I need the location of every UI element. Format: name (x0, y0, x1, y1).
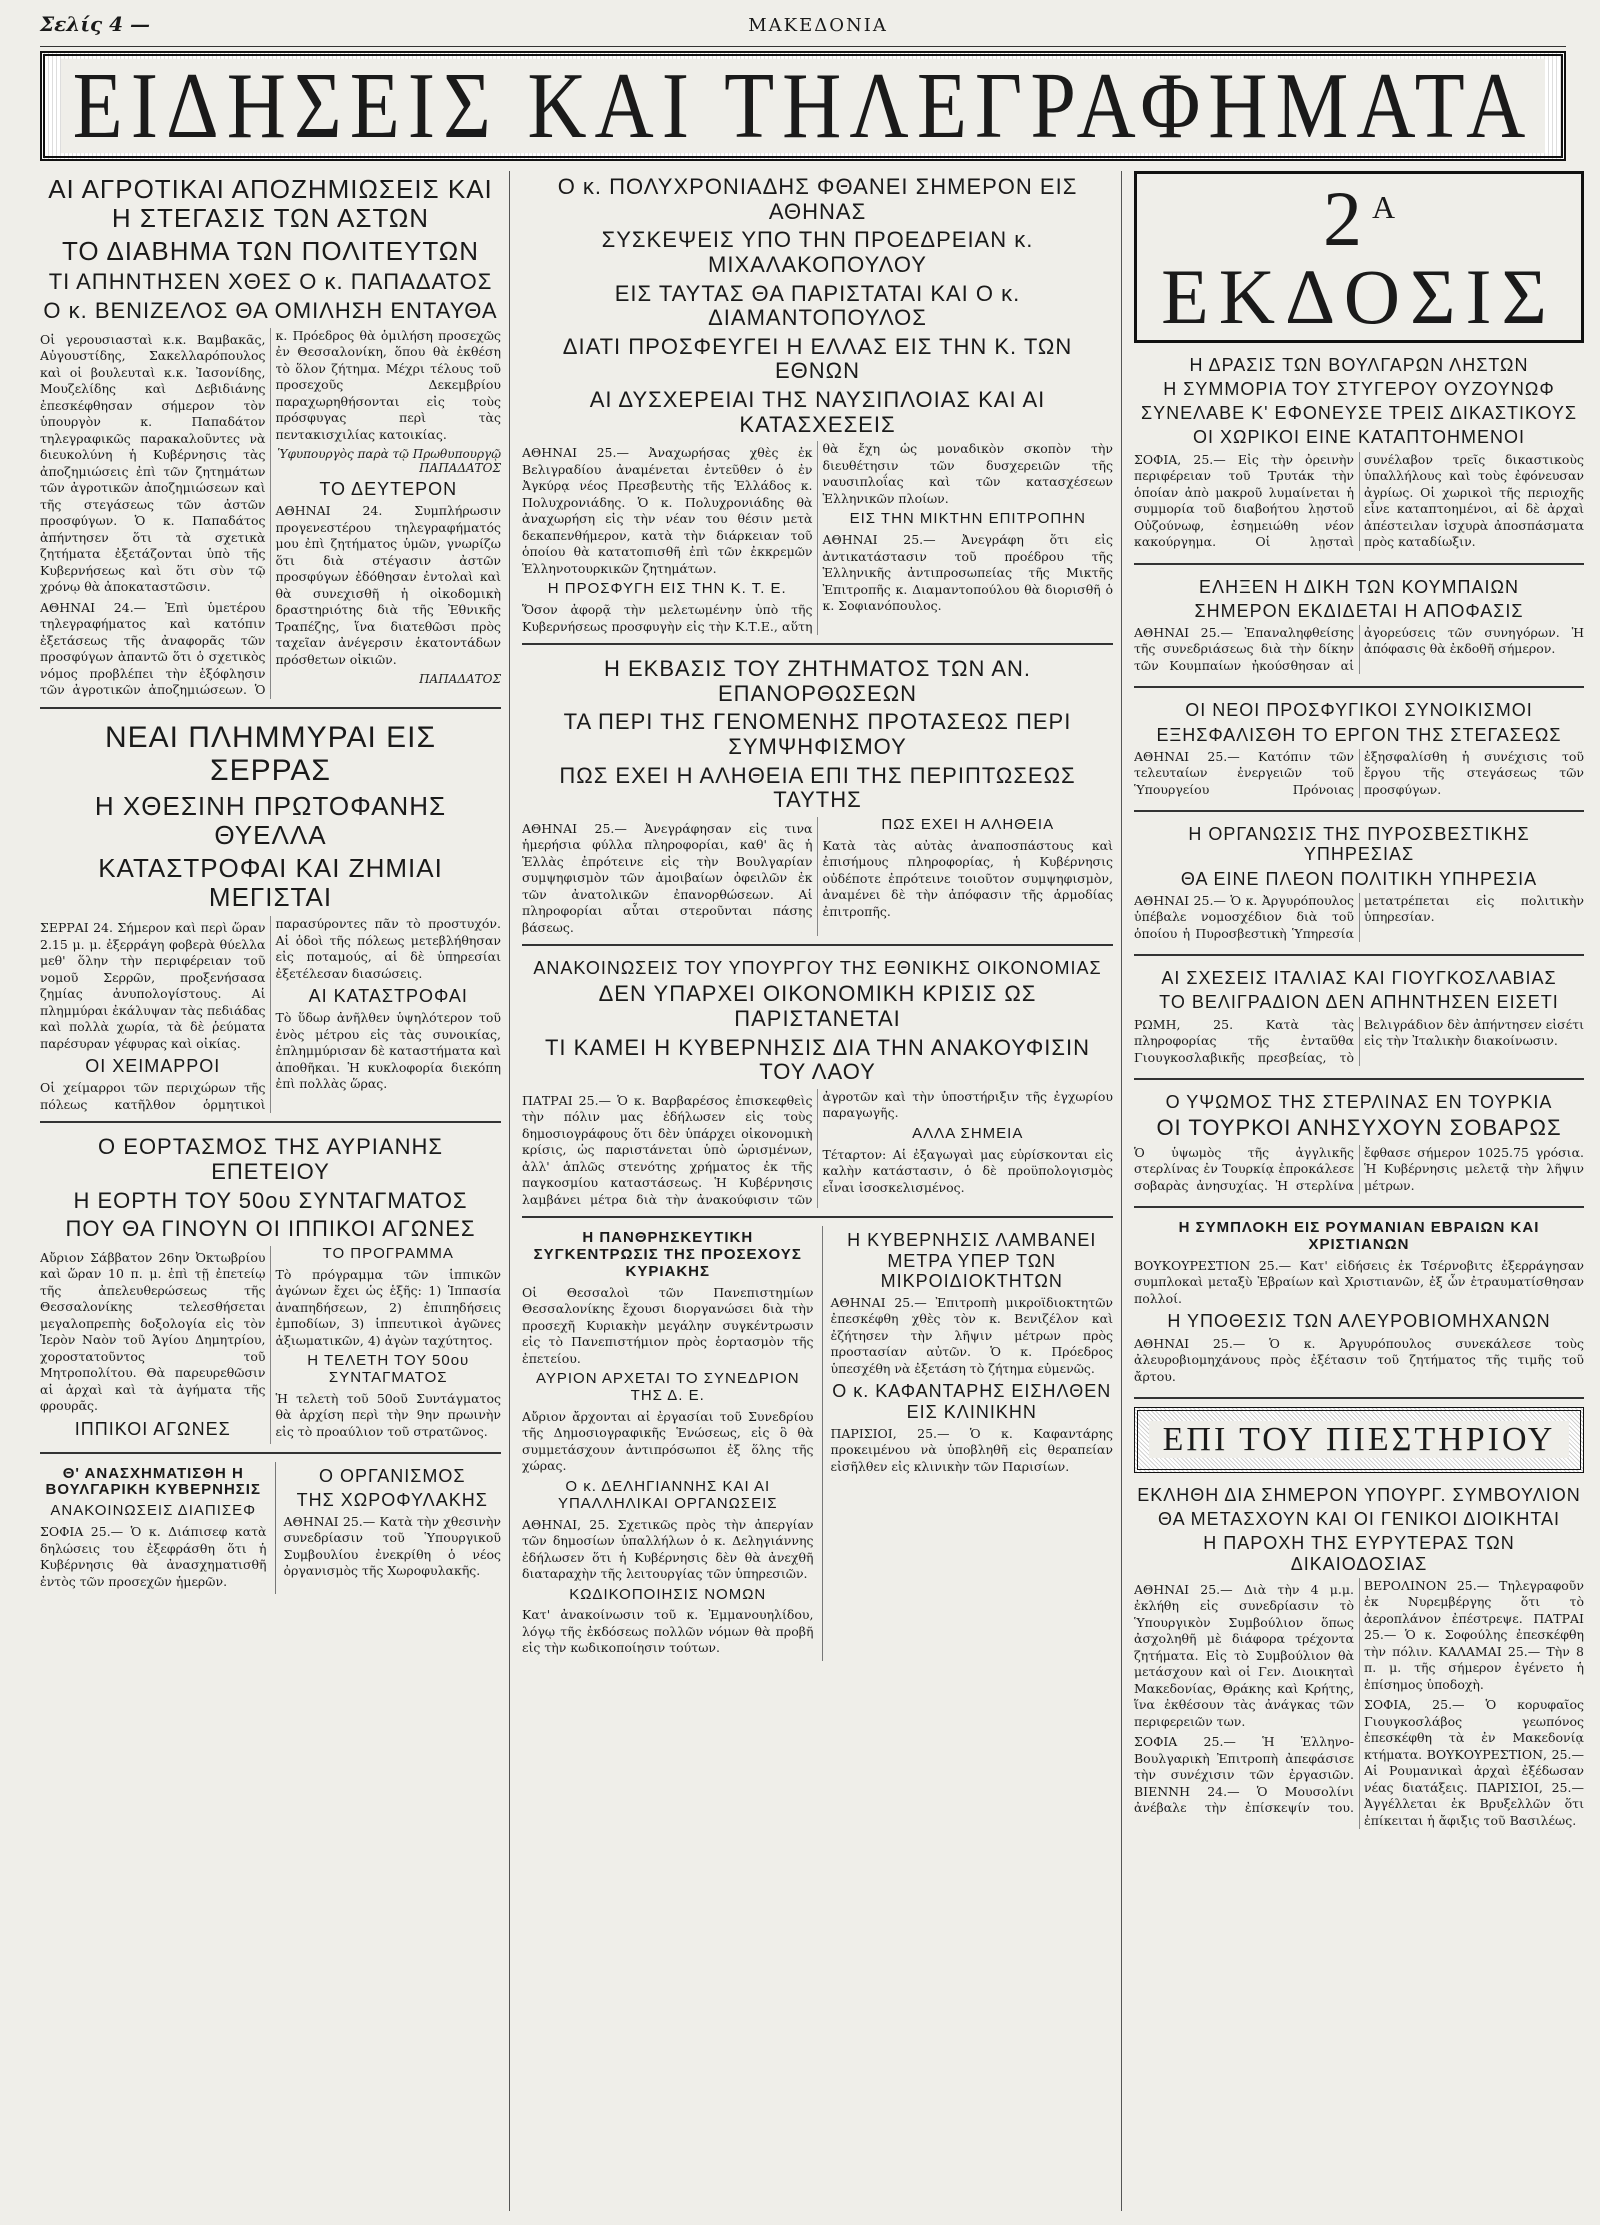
edition-word: ΕΚΔΟΣΙΣ (1161, 253, 1557, 340)
headline: Θ' ΑΝΑΣΧΗΜΑΤΙΣΘΗ Η ΒΟΥΛΓΑΡΙΚΗ ΚΥΒΕΡΝΗΣΙΣ (45, 1464, 261, 1499)
article-text: ΣΟΦΙΑ 25.— Ἡ Ἑλληνο-Βουλγαρικὴ Ἐπιτροπὴ ἀπεφάσισε τὴν συνέχισιν τῶν ἐργασιῶν. ΒΙΕΝΝΗ 24.— Ὁ Μουσολίνι ἀνέβαλε τὴν ἐπίσκεψίν του. ΒΕΡΟΛΙΝΟΝ 25.— Τηλεγραφοῦν ἐκ Νυρεμβέργης ὅτι τὸ ἀεροπλάνον ἐπέστρεψε. ΠΑΤΡΑΙ 25.— Ὁ κ. Σοφούλης ἐπεσκέφθη τὴν πόλιν. ΚΑΛΑΜΑΙ 25.— Τὴν 8 π. μ. τῆς σήμερον ἐγένετο ἡ ἐπίσημος ὑποδοχὴ. (1134, 1577, 1584, 1816)
article-koumbaioi-trial (1134, 573, 1584, 689)
section-banner (40, 51, 1566, 161)
headline: Η ΔΡΑΣΙΣ ΤΩΝ ΒΟΥΛΓΑΡΩΝ ΛΗΣΤΩΝ (1189, 355, 1529, 375)
subheadline: Η ΧΘΕΣΙΝΗ ΠΡΩΤΟΦΑΝΗΣ ΘΥΕΛΛΑ (94, 790, 447, 850)
article-serres-floods (40, 717, 501, 1124)
article-text: ΑΘΗΝΑΙ 25.— Κατόπιν τῶν τελευταίων ἐνεργειῶν τοῦ Ὑπουργείου Πρόνοιας ἐξησφαλίσθη ἡ συνέχισις τοῦ ἔργου τῆς στεγάσεως τῶν προσφύγων. (1134, 748, 1584, 797)
subheadline: ΟΙ ΤΟΥΡΚΟΙ ΑΝΗΣΥΧΟΥΝ ΣΟΒΑΡΩΣ (1156, 1115, 1562, 1141)
article-refugee-settlements (1134, 696, 1584, 812)
subheadline: ΕΞΗΣΦΑΛΙΣΘΗ ΤΟ ΕΡΓΟΝ ΤΗΣ ΣΤΕΓΑΣΕΩΣ (1156, 724, 1562, 745)
subheadline: Η ΕΟΡΤΗ ΤΟΥ 50ου ΣΥΝΤΑΓΜΑΤΟΣ (73, 1187, 468, 1213)
article-text: Οἱ χείμαρροι τῶν περιχώρων τῆς πόλεως κατῆλθον ὁρμητικοὶ παρασύροντες πᾶν τὸ προστυχόν. Αἱ ὁδοὶ τῆς πόλεως μετεβλήθησαν εἰς ποταμούς, αἱ δὲ ὑπηρεσίαι ἐξετέλεσαν διασώσεις. (40, 916, 501, 1112)
article-text: Τὸ ὕδωρ ἀνῆλθεν ὑψηλότερον τοῦ ἑνὸς μέτρου εἰς τὰς συνοικίας, ἐπλημμύρισαν δὲ καταστήματα καὶ ἀποθῆκαι. Ἡ κυκλοφορία διεκόπη ἐπὶ πολλὰς ὥρας. (275, 1010, 501, 1092)
section-heading: Η ΠΡΟΣΦΥΓΗ ΕΙΣ ΤΗΝ Κ. Τ. Ε. (547, 580, 787, 598)
headline: Η ΣΥΜΠΛΟΚΗ ΕΙΣ ΡΟΥΜΑΝΙΑΝ ΕΒΡΑΙΩΝ ΚΑΙ ΧΡΙΣΤΙΑΝΩΝ (1178, 1219, 1540, 1254)
article-text: ΑΘΗΝΑΙ 25.— Ἀνεγράφη ὅτι εἰς ἀντικατάστασιν τοῦ προέδρου τῆς Ἑλληνικῆς ἀντιπροσωπείας τῆς Μικτῆς Ἐπιτροπῆς κ. Διαμαντοπούλου θὰ διορισθῆ ὁ κ. Σοφιανόπουλος. (822, 532, 1113, 614)
section-heading: Ο κ. ΔΕΛΗΓΙΑΝΝΗΣ ΚΑΙ ΑΙ ΥΠΑΛΛΗΛΙΚΑΙ ΟΡΓΑΝΩΣΕΙΣ (557, 1477, 778, 1512)
article-text: Τὸ πρόγραμμα τῶν ἱππικῶν ἀγώνων ἔχει ὡς ἑξῆς: 1) Ἱππασία ἀναπηδήσεων, 2) ἐπιπηδήσεις ἐμποδίων, 3) ἱππευτικοὶ ἀγῶνες ἀξιωματικῶν, 4) ἀγὼν ταχύτητος. (275, 1266, 501, 1348)
article-text: Ὁ ὑψωμὸς τῆς ἀγγλικῆς στερλίνας ἐν Τουρκίᾳ ἐπροκάλεσε σοβαρὰς ἀνησυχίας. Ἡ στερλίνα ἔφθασε σήμερον 1025.75 γρόσια. Ἡ Κυβέρνησις μελετᾷ τὴν λῆψιν μέτρων. (1134, 1144, 1584, 1193)
article-reparations (522, 653, 1113, 946)
edition-suffix: Α (1371, 189, 1396, 225)
article-text: Αὔριον Σάββατον 26ην Ὀκτωβρίου καὶ ὥραν 10 π. μ. ἐπὶ τῇ ἐπετείῳ τῆς ἀπελευθερώσεως τῆς Θεσσαλονίκης τελεσθήσεται μεγαλοπρεπὴς δοξολογία εἰς τὸν Ἱερὸν Ναὸν τοῦ Ἁγίου Δημητρίου, χοροστατοῦντος τοῦ Μητροπολίτου. Θὰ παρευρεθῶσιν αἱ ἀρχαὶ καὶ τὰ ἀγήματα τῆς φρουρᾶς. (40, 1249, 266, 1414)
subheadline: ΘΑ ΜΕΤΑΣΧΟΥΝ ΚΑΙ ΟΙ ΓΕΝΙΚΟΙ ΔΙΟΙΚΗΤΑΙ (1157, 1509, 1560, 1530)
center-bottom-pair (522, 1226, 1113, 1660)
section-heading: ΙΠΠΙΚΟΙ ΑΓΩΝΕΣ (74, 1418, 231, 1439)
article-anniversary (40, 1131, 501, 1453)
headline: Η ΟΡΓΑΝΩΣΙΣ ΤΗΣ ΠΥΡΟΣΒΕΣΤΙΚΗΣ ΥΠΗΡΕΣΙΑΣ (1188, 824, 1530, 865)
headline: Ο ΟΡΓΑΝΙΣΜΟΣ (318, 1465, 466, 1486)
headline: ΑΙ ΣΧΕΣΕΙΣ ΙΤΑΛΙΑΣ ΚΑΙ ΓΙΟΥΓΚΟΣΛΑΒΙΑΣ (1161, 968, 1557, 989)
subheadline: ΤΟ ΒΕΛΙΓΡΑΔΙΟΝ ΔΕΝ ΑΠΗΝΤΗΣΕΝ ΕΙΣΕΤΙ (1159, 992, 1559, 1013)
headline: ΑΝΑΚΟΙΝΩΣΕΙΣ ΤΟΥ ΥΠΟΥΡΓΟΥ ΤΗΣ ΕΘΝΙΚΗΣ ΟΙΚΟΝΟΜΙΑΣ (533, 958, 1102, 979)
banner-title: ΕΙΔΗΣΕΙΣ ΚΑΙ ΤΗΛΕΓΡΑΦΗΜΑΤΑ (61, 59, 1546, 153)
article-gendarmerie (275, 1462, 502, 1594)
article-text: ΑΘΗΝΑΙ 25.— Ἀναχωρήσας χθὲς ἐκ Βελιγραδίου ἀναμένεται ἐντεῦθεν ὁ ἐν Ἀγκύρᾳ νέος Πρεσβευτὴς τῆς Ἑλλάδος κ. Πολυχρονιάδης. Ὁ κ. Πολυχρονιάδης θὰ ἀναχωρήση εἰς τὴν νέαν του θέσιν μετὰ δεκαπενθήμερον, κατὰ τὴν διάρκειαν τοῦ ὁποίου θὰ κατατοπισθῆ ἐπὶ τῶν ἐκκρεμῶν Ἑλληνοτουρκικῶν ζητημάτων. (522, 445, 813, 576)
article-text: Οἱ Θεσσαλοὶ τῶν Πανεπιστημίων Θεσσαλονίκης ἔχουσι διοργανώσει διὰ τὴν προσεχῆ Κυριακὴν μεγάλην συγκέντρωσιν εἰς τὸ Πανεπιστήμιον πρὸς ἑορτασμὸν τῆς ἐπετείου. (522, 1284, 814, 1366)
article-text: ΑΘΗΝΑΙ 25.— Διὰ τὴν 4 μ.μ. ἐκλήθη εἰς συνεδρίασιν τὸ Ὑπουργικὸν Συμβούλιον ὅπως ἀσχοληθῆ μὲ διάφορα τρέχοντα ζητήματα. Εἰς τὸ Συμβούλιον θὰ μετάσχουν καὶ οἱ Γεν. Διοικηταὶ Μακεδονίας, Θράκης καὶ Κρήτης, ἵνα ἐκθέσουν τὰς ἀνάγκας τῶν περιφερειῶν των. (1134, 1581, 1354, 1729)
subheadline: ΑΙ ΔΥΣΧΕΡΕΙΑΙ ΤΗΣ ΝΑΥΣΙΠΛΟΙΑΣ ΚΑΙ ΑΙ ΚΑΤΑΣΧΕΣΕΙΣ (589, 387, 1046, 437)
article-romania-clash (1134, 1216, 1584, 1399)
article-text: ΒΟΥΚΟΥΡΕΣΤΙΟΝ 25.— Κατ' εἰδήσεις ἐκ Τσέρνοβιτς ἐξερράγησαν συμπλοκαὶ μεταξὺ Ἑβραίων καὶ Χριστιανῶν, ἐξ ὧν ἐτραυματίσθησαν πολλοί. (1134, 1257, 1584, 1306)
subheadline: ΣΗΜΕΡΟΝ ΕΚΔΙΔΕΤΑΙ Η ΑΠΟΦΑΣΙΣ (1194, 600, 1524, 621)
article-text: ΣΟΦΙΑ 25.— Ὁ κ. Διάπισεφ κατὰ δηλώσεις του ἐξεφράσθη ὅτι ἡ Κυβέρνησις θὰ ἀνασχηματισθῆ ἐντὸς τῶν προσεχῶν ἡμερῶν. (40, 1524, 267, 1589)
section-heading: ΟΙ ΧΕΙΜΑΡΡΟΙ (85, 1056, 221, 1077)
section-heading: Ο κ. ΚΑΦΑΝΤΑΡΗΣ ΕΙΣΗΛΘΕΝ ΕΙΣ ΚΛΙΝΙΚΗΝ (832, 1381, 1112, 1422)
article-italy-yugoslavia (1134, 964, 1584, 1080)
article-polychroniades (522, 171, 1113, 645)
column-left (40, 171, 510, 2211)
article-bulgarian-bandits (1134, 351, 1584, 565)
subheadline: ΤΗΣ ΧΩΡΟΦΥΛΑΚΗΣ (296, 1489, 488, 1510)
subheadline: Ο κ. ΒΕΝΙΖΕΛΟΣ ΘΑ ΟΜΙΛΗΣΗ ΕΝΤΑΥΘΑ (43, 297, 498, 323)
page-label: Σελίς 4 — (40, 12, 151, 36)
headline: ΕΛΗΞΕΝ Η ΔΙΚΗ ΤΩΝ ΚΟΥΜΠΑΙΩΝ (1199, 576, 1519, 597)
article-text: ΣΟΦΙΑ, 25.— Εἰς τὴν ὀρεινὴν περιφέρειαν τοῦ Τρυτάκ τὴν ὁποίαν ἀπὸ μακροῦ λυμαίνεται ἡ συμμορία τοῦ διαβοήτου λῃστοῦ Οὐζούνωφ, ἐσημειώθη νέον κακούργημα. Οἱ λῃσταὶ συνέλαβον τρεῖς δικαστικοὺς ὑπαλλήλους καὶ τοὺς ἐφόνευσαν ἀγρίως. Οἱ χωρικοὶ τῆς περιοχῆς εἶνε καταπτοημένοι, αἱ δὲ ἀρχαὶ ἀπέστειλαν ἰσχυρὰ ἀποσπάσματα πρὸς καταδίωξιν. (1134, 451, 1584, 550)
section-heading: ΠΩΣ ΕΧΕΙ Η ΑΛΗΘΕΙΑ (881, 815, 1055, 833)
subheadline: ΤΙ ΚΑΜΕΙ Η ΚΥΒΕΡΝΗΣΙΣ ΔΙΑ ΤΗΝ ΑΝΑΚΟΥΦΙΣΙΝ ΤΟΥ ΛΑΟΥ (544, 1034, 1091, 1085)
section-heading: ΑΥΡΙΟΝ ΑΡΧΕΤΑΙ ΤΟ ΣΥΝΕΔΡΙΟΝ ΤΗΣ Δ. Ε. (535, 1370, 800, 1405)
subheadline: ΟΙ ΧΩΡΙΚΟΙ ΕΙΝΕ ΚΑΤΑΠΤΟΗΜΕΝΟΙ (1193, 427, 1525, 448)
headline: Η ΕΚΒΑΣΙΣ ΤΟΥ ΖΗΤΗΜΑΤΟΣ ΤΩΝ ΑΝ. ΕΠΑΝΟΡΘΩΣΕΩΝ (604, 656, 1031, 706)
subheadline: ΔΙΑΤΙ ΠΡΟΣΦΕΥΓΕΙ Η ΕΛΛΑΣ ΕΙΣ ΤΗΝ Κ. ΤΩΝ ΕΘΝΩΝ (562, 333, 1073, 384)
headline: Ο ΥΨΩΜΟΣ ΤΗΣ ΣΤΕΡΛΙΝΑΣ ΕΝ ΤΟΥΡΚΙΑ (1165, 1092, 1553, 1113)
headline: Η ΠΑΝΘΡΗΣΚΕΥΤΙΚΗ ΣΥΓΚΕΝΤΡΩΣΙΣ ΤΗΣ ΠΡΟΣΕΧΟΥΣ ΚΥΡΙΑΚΗΣ (533, 1229, 802, 1281)
section-heading: ΚΩΔΙΚΟΠΟΙΗΣΙΣ ΝΟΜΩΝ (569, 1585, 767, 1603)
subheadline: ΤΑ ΠΕΡΙ ΤΗΣ ΓΕΝΟΜΕΝΗΣ ΠΡΟΤΑΣΕΩΣ ΠΕΡΙ ΣΥΜΨΗΦΙΣΜΟΥ (563, 709, 1072, 759)
subheadline: ΣΥΝΕΛΑΒΕ Κ' ΕΦΟΝΕΥΣΕ ΤΡΕΙΣ ΔΙΚΑΣΤΙΚΟΥΣ (1140, 403, 1578, 424)
article-text: ΑΘΗΝΑΙ 25.— Ὁ κ. Ἀργυρόπουλος ὑπέβαλε νομοσχέδιον διὰ τοῦ ὁποίου ἡ Πυροσβεστικὴ Ὑπηρεσία μετατρέπεται εἰς πολιτικὴν ὑπηρεσίαν. (1134, 892, 1584, 941)
subheadline: ΠΟΥ ΘΑ ΓΙΝΟΥΝ ΟΙ ΙΠΠΙΚΟΙ ΑΓΩΝΕΣ (65, 1216, 476, 1242)
section-heading: ΑΙ ΚΑΤΑΣΤΡΟΦΑΙ (308, 986, 468, 1007)
article-text: Τέταρτον: Αἱ ἐξαγωγαὶ μας εὑρίσκονται εἰς καλὴν κατάστασιν, ὁ δὲ προϋπολογισμὸς εἶναι ἰσοσκελισμένος. (822, 1146, 1113, 1195)
edition-number: 2 (1322, 175, 1372, 262)
section-heading: ΕΙΣ ΤΗΝ ΜΙΚΤΗΝ ΕΠΙΤΡΟΠΗΝ (849, 510, 1086, 528)
article-text: ΑΘΗΝΑΙ 25.— Ἀνεγράφησαν εἰς τινα ἡμερήσια φύλλα πληροφορίαι, καθ' ἃς ἡ Ἑλλὰς ἐπρότεινε εἰς τὴν Βουλγαρίαν συμψηφισμὸν τῶν ἀμοιβαίων ὀφειλῶν ἐκ τῶν ἀνατολικῶν ἐπανορθώσεων. Αἱ πληροφορίαι αὗται στεροῦνται πάσης βάσεως. (522, 820, 813, 935)
article-agricultural-compensation (40, 171, 501, 709)
subheadline: ΤΙ ΑΠΗΝΤΗΣΕΝ ΧΘΕΣ Ο κ. ΠΑΠΑΔΑΤΟΣ (48, 269, 493, 295)
subheadline: ΤΟ ΔΙΑΒΗΜΑ ΤΩΝ ΠΟΛΙΤΕΥΤΩΝ (62, 236, 479, 267)
section-heading: ΑΛΛΑ ΣΗΜΕΙΑ (912, 1124, 1024, 1142)
article-text: Ἡ τελετὴ τοῦ 50οῦ Συντάγματος θὰ ἀρχίση περὶ τὴν 9ην πρωινὴν εἰς τὸ προαύλιον τοῦ στρατῶνος. (275, 1390, 501, 1439)
subheadline: ΕΙΣ ΤΑΥΤΑΣ ΘΑ ΠΑΡΙΣΤΑΤΑΙ ΚΑΙ Ο κ. ΔΙΑΜΑΝΤΟΠΟΥΛΟΣ (614, 280, 1021, 331)
article-religious-gathering (522, 1226, 814, 1660)
article-text: ΠΑΡΙΣΙΟΙ, 25.— Ὁ κ. Καφαντάρης προκειμένου νὰ ὑποβληθῆ εἰς θεραπείαν εἰσῆλθεν εἰς κλινικὴν τῶν Παρισίων. (830, 1425, 1113, 1474)
article-text: ΣΟΦΙΑ, 25.— Ὁ κορυφαῖος Γιουγκοσλάβος γεωπόνος ἐπεσκέφθη τὰ ἐν Μακεδονίᾳ κτήματα. ΒΟΥΚΟΥΡΕΣΤΙΟΝ, 25.— Αἱ Ρουμανικαὶ ἀρχαὶ ἐξέδωσαν νέας διατάξεις. ΠΑΡΙΣΙΟΙ, 25.— Ἀγγέλλεται ἐκ Βρυξελλῶν ὅτι ἐπίκειται ἡ ἄφιξις τοῦ Βασιλέως. (1364, 1697, 1584, 1828)
subheadline: ΠΩΣ ΕΧΕΙ Η ΑΛΗΘΕΙΑ ΕΠΙ ΤΗΣ ΠΕΡΙΠΤΩΣΕΩΣ ΤΑΥΤΗΣ (559, 762, 1076, 813)
paper-name: ΜΑΚΕΔΟΝΙΑ (748, 15, 888, 36)
article-text: ΑΘΗΝΑΙ 24. Συμπλήρωσιν προγενεστέρου τηλεγραφήματός μου ἐπὶ ζητήματος ὑμῶν, γνωρίζω ὅτι διὰ στέγασιν ἀστῶν προσφύγων ἐδόθησαν ἐντολαὶ καὶ θὰ συνεχισθῆ ἡ οἰκοδομικὴ δραστηριότης διὰ τῆς Ἐθνικῆς Τραπέζης, ἵνα διατεθῶσι πρὸς ταχεῖαν ἀνέγερσιν ἑκατοντάδων πρόσθετων οἰκιῶν. (275, 503, 501, 667)
article-text: Κατὰ τὰς αὐτὰς ἀναποσπάστους καὶ ἐπισήμους πληροφορίας, ἡ Κυβέρνησις οὐδέποτε ἐπρότεινε τοιοῦτον συμψηφισμὸν, ἀναμένει δὲ τὴν ἀπόφασιν τῆς ἁρμοδίας ἐπιτροπῆς. (822, 837, 1113, 919)
article-grid (40, 171, 1584, 2211)
subheadline: ΚΑΤΑΣΤΡΟΦΑΙ ΚΑΙ ΖΗΜΙΑΙ ΜΕΓΙΣΤΑΙ (98, 852, 443, 913)
article-bulgarian-government (40, 1462, 267, 1594)
column-right (1134, 171, 1584, 2211)
headline: Ο κ. ΠΟΛΥΧΡΟΝΙΑΔΗΣ ΦΘΑΝΕΙ ΣΗΜΕΡΟΝ ΕΙΣ ΑΘΗΝΑΣ (557, 174, 1078, 224)
headline: ΕΚΛΗΘΗ ΔΙΑ ΣΗΜΕΡΟΝ ΥΠΟΥΡΓ. ΣΥΜΒΟΥΛΙΟΝ (1137, 1485, 1581, 1506)
article-text: Κατ' ἀνακοίνωσιν τοῦ κ. Ἐμμανουηλίδου, λόγῳ τῆς ἐκδόσεως πολλῶν νόμων θὰ προβῆ εἰς τὴν κωδικοποίησιν τούτων. (522, 1607, 814, 1656)
article-small-owners (822, 1226, 1114, 1660)
column-center (522, 171, 1122, 2211)
section-heading: Η ΤΕΛΕΤΗ ΤΟΥ 50ου ΣΥΝΤΑΓΜΑΤΟΣ (307, 1352, 470, 1386)
headline: ΑΙ ΑΓΡΟΤΙΚΑΙ ΑΠΟΖΗΜΙΩΣΕΙΣ ΚΑΙ Η ΣΤΕΓΑΣΙΣ ΤΩΝ ΑΣΤΩΝ (48, 174, 493, 234)
article-text: ΑΘΗΝΑΙ 25.— Ἐπιτροπὴ μικροϊδιοκτητῶν ἐπεσκέφθη χθὲς τὸν κ. Βενιζέλον καὶ ἐζήτησεν τὴν λῆψιν μέτρων πρὸς προστασίαν αὐτῶν. Ὁ κ. Πρόεδρος ὑπεσχέθη νὰ ἐξετάση τὸ ζήτημα εὐμενῶς. (830, 1294, 1113, 1376)
section-heading: ΤΟ ΔΕΥΤΕΡΟΝ (319, 479, 458, 500)
article-economy-minister (522, 954, 1113, 1218)
article-text: ΑΘΗΝΑΙ, 25. Σχετικῶς πρὸς τὴν ἀπεργίαν τῶν δημοσίων ὑπαλλήλων ὁ κ. Δεληγιάννης ἐδήλωσεν ὅτι ἡ Κυβέρνησις δὲν θὰ ἀνεχθῆ διαταραχὴν τῆς λειτουργίας τῶν ὑπηρεσιῶν. (522, 1516, 814, 1582)
article-text: ΑΘΗΝΑΙ 25.— Ἐπαναληφθείσης τῆς συνεδριάσεως διὰ τὴν δίκην τῶν Κουμπαίων ἠκούσθησαν αἱ ἀγορεύσεις τῶν συνηγόρων. Ἡ ἀπόφασις θὰ ἐκδοθῆ σήμερον. (1134, 624, 1584, 673)
section-heading: ΤΟ ΠΡΟΓΡΑΜΜΑ (322, 1244, 454, 1262)
headline: ΟΙ ΝΕΟΙ ΠΡΟΣΦΥΓΙΚΟΙ ΣΥΝΟΙΚΙΣΜΟΙ (1185, 700, 1533, 721)
headline: Ο ΕΟΡΤΑΣΜΟΣ ΤΗΣ ΑΥΡΙΑΝΗΣ ΕΠΕΤΕΙΟΥ (98, 1134, 443, 1184)
signature: ΠΑΠΑΔΑΤΟΣ (419, 672, 501, 687)
subheadline: Η ΠΑΡΟΧΗ ΤΗΣ ΕΥΡΥΤΕΡΑΣ ΤΩΝ ΔΙΚΑΙΟΔΟΣΙΑΣ (1203, 1533, 1515, 1574)
article-text: ΑΘΗΝΑΙ 25.— Κατὰ τὴν χθεσινὴν συνεδρίασιν τοῦ Ὑπουργικοῦ Συμβουλίου ἐνεκρίθη ὁ νέος ὀργανισμὸς τῆς Χωροφυλακῆς. (283, 1513, 501, 1579)
article-text: Ὅσον ἀφορᾷ τὴν μελετωμένην ὑπὸ τῆς Κυβερνήσεως προσφυγὴν εἰς τὴν Κ.Τ.Ε., αὕτη θὰ ἔχη ὡς μοναδικὸν σκοπὸν τὴν διευθέτησιν τῶν δυσχερειῶν τῆς ναυσιπλοΐας καὶ τῶν κατασχέσεων Ἑλληνικῶν πλοίων. (522, 441, 1113, 634)
subheadline: ΔΕΝ ΥΠΑΡΧΕΙ ΟΙΚΟΝΟΜΙΚΗ ΚΡΙΣΙΣ ΩΣ ΠΑΡΙΣΤΑΝΕΤΑΙ (598, 981, 1037, 1032)
article-text: ΡΩΜΗ, 25. Κατὰ τὰς πληροφορίας τῆς ἐνταῦθα Γιουγκοσλαβικῆς πρεσβείας, τὸ Βελιγράδιον δὲν ἀπήντησεν εἰσέτι εἰς τὴν Ἰταλικὴν διακοίνωσιν. (1134, 1016, 1584, 1065)
article-sterling-turkey (1134, 1088, 1584, 1208)
subheadline: ΘΑ ΕΙΝΕ ΠΛΕΟΝ ΠΟΛΙΤΙΚΗ ΥΠΗΡΕΣΙΑ (1180, 868, 1538, 889)
article-text: ΣΕΡΡΑΙ 24. Σήμερον καὶ περὶ ὥραν 2.15 μ. μ. ἐξερράγη φοβερὰ θύελλα μεθ' ὅλην τὴν περιφέρειαν τοῦ νομοῦ Σερρῶν, προξενήσασα ζημίας ἀνυπολογίστους. Αἱ πλημμύραι ἐκάλυψαν τὰς πεδιάδας καὶ πολλὰ χωρία, τὰ δὲ ῥεύματα παρέσυραν γέφυρας καὶ οἰκίας. (40, 920, 266, 1051)
section-heading: Η ΥΠΟΘΕΣΙΣ ΤΩΝ ΑΛΕΥΡΟΒΙΟΜΗΧΑΝΩΝ (1167, 1311, 1551, 1332)
press-banner-title: ΕΠΙ ΤΟΥ ΠΙΕΣΤΗΡΙΟΥ (1149, 1421, 1570, 1458)
article-text: Αὔριον ἄρχονται αἱ ἐργασίαι τοῦ Συνεδρίου τῆς Δημοσιογραφικῆς Ἑνώσεως, εἰς ὃ θὰ συμμετάσχουν ἀντιπρόσωποι ἐξ ὅλης τῆς χώρας. (522, 1408, 814, 1474)
bottom-pair (40, 1462, 501, 1594)
article-text: ΑΘΗΝΑΙ 24.— Ἐπὶ ὑμετέρου τηλεγραφήματος καὶ κατόπιν ἐξετάσεως τῆς ἀναφορᾶς τῶν προσφύγων ἀπαντῶ ὅτι ὁ σχετικὸς νόμος προβλέπει τὴν ἐξόφλησιν τῶν ἀγροτικῶν ἀποζημιώσεων. Ὁ κ. Πρόεδρος θὰ ὁμιλήση προσεχῶς ἐν Θεσσαλονίκη, ὅπου θὰ ἐκθέση τὸ ὅλον ζήτημα. Μέχρι τέλους τοῦ προσεχοῦς Δεκεμβρίου παραχωρηθήσονται εἰς τοὺς πρόσφυγας περὶ τὰς πεντακισχιλίας κατοικίας. (40, 327, 501, 698)
headline: ΝΕΑΙ ΠΛΗΜΜΥΡΑΙ ΕΙΣ ΣΕΡΡΑΣ (104, 720, 437, 788)
article-text: Οἱ γερουσιασταὶ κ.κ. Βαμβακᾶς, Αὐγουστίδης, Σακελλαρόπουλος καὶ οἱ βουλευταὶ κ.κ. Ἰασονίδης, Μουζελίδης καὶ Δεβιδιάνης ἐπεσκέφθησαν σήμερον τὸν ὑπουργὸν κ. Παπαδάτον τηλεγραφικῶς παρακαλοῦντες νὰ διευκολύνη ἡ Κυβέρνησις τὰς ἀποζημιώσεις ἐπὶ τῶν ζητημάτων τῶν ἀγροτικῶν ἀποζημιώσεων καὶ τῆς στεγάσεως τῶν ἀστῶν προσφύγων. Ὁ κ. Παπαδάτος ἀπήντησεν ὅτι τὰ σχετικὰ ζητήματα ἐξετάζονται ὑπὸ τῆς Κυβερνήσεως καὶ ὅτι σὺν τῷ χρόνῳ θὰ ἀποκαταστῶσιν. (40, 331, 266, 595)
edition-box (1134, 171, 1584, 343)
article-fire-service (1134, 820, 1584, 956)
page-header (40, 12, 1566, 47)
subheadline: Η ΣΥΜΜΟΡΙΑ ΤΟΥ ΣΤΥΓΕΡΟΥ ΟΥΖΟΥΝΩΦ (1163, 379, 1555, 400)
signature: Ὑφυπουργὸς παρὰ τῷ Πρωθυπουργῷ ΠΑΠΑΔΑΤΟΣ (277, 447, 501, 476)
subheadline: ΣΥΣΚΕΨΕΙΣ ΥΠΟ ΤΗΝ ΠΡΟΕΔΡΕΙΑΝ κ. ΜΙΧΑΛΑΚΟΠΟΥΛΟΥ (601, 227, 1034, 277)
article-text: ΠΑΤΡΑΙ 25.— Ὁ κ. Βαρβαρέσος ἐπισκεφθεὶς τὴν πόλιν μας ἐδήλωσεν εἰς τοὺς δημοσιογράφους ὅτι δὲν ὑπάρχει οἰκονομικὴ κρίσις, ὡς παριστάνεται ὑπὸ ὡρισμένων, ἀλλ' ἁπλῶς στενότης χρήματος ἐκ τῆς παγκοσμίου καταστάσεως. Ἡ Κυβέρνησις λαμβάνει μέτρα διὰ τὴν ἀνακούφισιν τῶν ἀγροτῶν καὶ τὴν ὑποστήριξιν τῆς ἐγχωρίου παραγωγῆς. (522, 1088, 1113, 1207)
press-banner (1134, 1407, 1584, 1473)
article-cabinet-meeting (1134, 1481, 1584, 1837)
subheadline: ΑΝΑΚΟΙΝΩΣΕΙΣ ΔΙΑΠΙΣΕΦ (50, 1502, 257, 1520)
headline: Η ΚΥΒΕΡΝΗΣΙΣ ΛΑΜΒΑΝΕΙ ΜΕΤΡΑ ΥΠΕΡ ΤΩΝ ΜΙΚΡΟΙΔΙΟΚΤΗΤΩΝ (847, 1230, 1097, 1291)
article-text: ΑΘΗΝΑΙ 25.— Ὁ κ. Ἀργυρόπουλος συνεκάλεσε τοὺς ἀλευροβιομηχάνους πρὸς ἐξέτασιν τοῦ ζητήματος τῆς τιμῆς τοῦ ἄρτου. (1134, 1335, 1584, 1384)
